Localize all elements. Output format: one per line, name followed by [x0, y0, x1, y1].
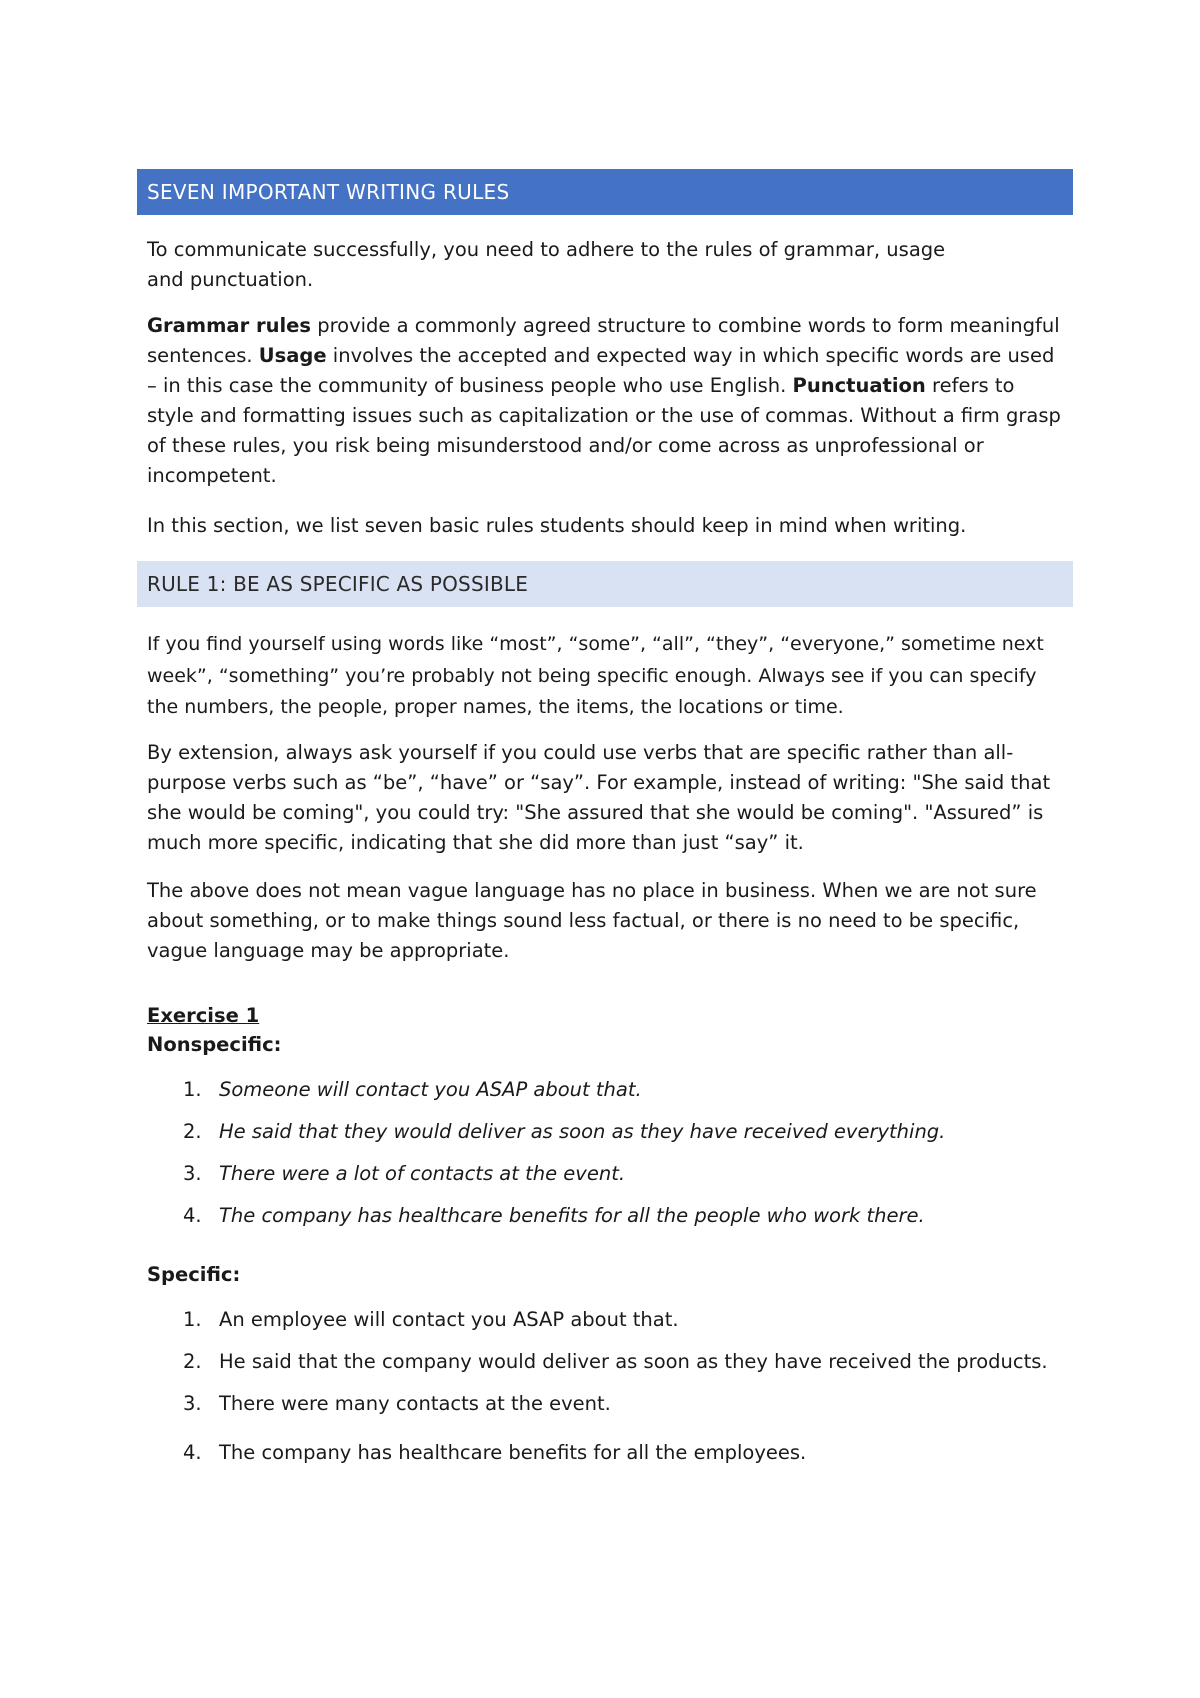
- list-item: [147, 1077, 1063, 1102]
- usage-term: Usage: [258, 344, 327, 367]
- list-number: 2.: [183, 1349, 202, 1373]
- intro-section: [137, 235, 1073, 541]
- punctuation-text: refers to style and formatting issues such as capitalization or the use of commas. Without a firm grasp of these rules, you risk being misunderstood and/or come across as unprofessional or incompetent.: [147, 374, 1061, 487]
- list-item: [147, 1307, 1063, 1332]
- rule-1-paragraph-2: By extension, always ask yourself if you could use verbs that are specific rather than all-purpose verbs such as “be”, “have” or “say”. For example, instead of writing: "She said that she would be coming", you could try: "She assured that she would be coming". "Assured” is much more specific, indicating that she did more than just “say” it.: [147, 740, 1051, 854]
- punctuation-term: Punctuation: [792, 374, 926, 397]
- list-item-text: Someone will contact you ASAP about that.: [219, 1077, 642, 1101]
- list-number: 1.: [183, 1077, 202, 1101]
- rule-1-section: [137, 629, 1073, 1465]
- list-item-text: An employee will contact you ASAP about that.: [219, 1307, 679, 1331]
- grammar-paragraph: [147, 311, 1063, 491]
- list-number: 1.: [183, 1307, 202, 1331]
- document-page: [137, 169, 1073, 1465]
- list-item: [147, 1203, 1063, 1228]
- list-item-text: He said that the company would deliver as soon as they have received the products.: [219, 1349, 1048, 1373]
- list-number: 4.: [183, 1440, 202, 1464]
- intro-line-2: and punctuation.: [147, 268, 314, 291]
- list-item: [147, 1440, 1063, 1465]
- nonspecific-label: Nonspecific:: [147, 1032, 282, 1056]
- rule-1-paragraph-1: If you find yourself using words like “most”, “some”, “all”, “they”, “everyone,” sometime next week”, “something” you’re probably not being specific enough. Always see if you can specify the numbers, the people, proper names, the items, the locations or time.: [147, 633, 1044, 718]
- list-item-text: The company has healthcare benefits for all the employees.: [219, 1440, 807, 1464]
- list-number: 3.: [183, 1391, 202, 1415]
- intro-line-1: To communicate successfully, you need to adhere to the rules of grammar, usage: [147, 238, 946, 261]
- rule-1-paragraph-3: The above does not mean vague language has no place in business. When we are not sure about something, or to make things sound less factual, or there is no need to be specific, vague language may be appropriate.: [147, 878, 1037, 962]
- main-heading: SEVEN IMPORTANT WRITING RULES: [137, 169, 1073, 215]
- usage-text: involves the accepted and expected way in which specific words are used – in this case the community of business people who use English.: [147, 344, 1055, 397]
- specific-label: Specific:: [147, 1262, 241, 1286]
- list-item: [147, 1161, 1063, 1186]
- exercise-title: Exercise 1: [147, 1003, 260, 1027]
- grammar-rules-term: Grammar rules: [147, 314, 311, 337]
- rule-1-heading: RULE 1: BE AS SPECIFIC AS POSSIBLE: [137, 561, 1073, 607]
- list-number: 2.: [183, 1119, 202, 1143]
- specific-list: [147, 1307, 1063, 1465]
- grammar-rules-text: provide a commonly agreed structure to combine words to form meaningful sentences.: [147, 314, 1060, 367]
- list-item-text: There were a lot of contacts at the event.: [219, 1161, 626, 1185]
- list-item: [147, 1349, 1063, 1374]
- list-number: 3.: [183, 1161, 202, 1185]
- section-intro-paragraph: In this section, we list seven basic rules students should keep in mind when writing.: [147, 514, 967, 537]
- list-item-text: He said that they would deliver as soon as they have received everything.: [219, 1119, 946, 1143]
- list-item-text: The company has healthcare benefits for all the people who work there.: [219, 1203, 925, 1227]
- nonspecific-list: [147, 1077, 1063, 1228]
- intro-paragraph: [147, 235, 1063, 295]
- list-item-text: There were many contacts at the event.: [219, 1391, 611, 1415]
- list-item: [147, 1119, 1063, 1144]
- list-item: [147, 1391, 1063, 1416]
- list-number: 4.: [183, 1203, 202, 1227]
